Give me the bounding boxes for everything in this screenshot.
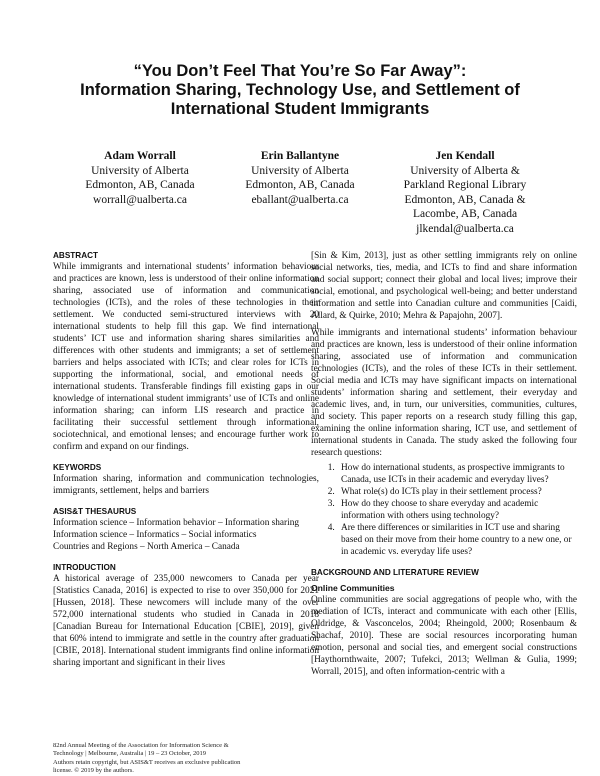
abstract-heading: ABSTRACT [53,251,99,260]
title-line-3: International Student Immigrants [170,100,430,118]
thesaurus-heading: ASIS&T THESAURUS [53,507,137,516]
keywords-text: Information sharing, information and communication technologies, immigrants, settlement, helps and barriers [53,474,319,496]
introduction-heading: INTRODUCTION [53,563,116,572]
author-affiliation: University of Alberta & [410,164,520,177]
research-questions-list [311,462,577,558]
author-name: Erin Ballantyne [260,150,340,162]
continued-paragraph: [Sin & Kim, 2013], just as other settling immigrants rely on online social networks, ties, media, and ICTs to find and share information and social support; connect their global and local lives; improve their social, emotional, and psychological well-being; and better understand information and settle into Canadian culture and communities [Caidi, Allard, & Quirke, 2010; Mehra & Papajohn, 2007]. [311,251,577,321]
conference-footer [53,742,293,775]
author-email: worrall@ualberta.ca [93,193,187,206]
author-affiliation-2: Parkland Regional Library [403,179,527,192]
title-line-2: Information Sharing, Technology Use, and Settlement of [80,81,520,99]
footer-line: license. © 2019 by the authors. [53,766,134,774]
footer-line: 82nd Annual Meeting of the Association for Information Science & [53,742,229,749]
left-column [53,250,319,669]
thesaurus-line: Information science – Informatics – Social informatics [53,530,257,540]
paper-title [40,62,560,119]
author-location-2: Lacombe, AB, Canada [412,208,518,221]
author-affiliation: University of Alberta [251,164,349,177]
background-heading: BACKGROUND AND LITERATURE REVIEW [311,568,479,577]
introduction-text: A historical average of 235,000 newcomers to Canada per year [Statistics Canada, 2016] is expected to rise to over 350,000 for 2021 [Hussen, 2018]. These newcomers will include many of the over 572,000 international students who studied in Canada in 2018 [Canadian Bureau for International Education [CBIE], 2019], given that 60% intend to immigrate and settle in the country after graduation [CBIE, 2018]. International student immigrants find online information sharing important and significant in their lives [53,574,319,668]
thesaurus-line: Countries and Regions – North America – Canada [53,542,240,552]
author-affiliation: University of Alberta [91,164,189,177]
author-location: Edmonton, AB, Canada [245,179,355,192]
abstract-text: While immigrants and international students’ information behaviour and practices are known, less is understood of their online information sharing, associated use of information and communication technologies (ICTs), and the roles of these technologies in their settlement. We conducted semi-structured interviews with 20 international students to help fill this gap. We find international students’ ICT use and information sharing shares similarities and differences with other students and immigrants; a set of settlement barriers and helps associated with ICTs; and clear roles for ICTs in supporting the informational, social, and emotional needs of international students. Transferable findings fill existing gaps in our knowledge of international student immigrants’ use of ICTs and online information sharing; can inform LIS research and practice in facilitating their successful settlement through informational, sociotechnical, and emotional lenses; and encourage further work to confirm and expand on our findings. [53,262,319,452]
author-block-2 [205,149,395,207]
research-paragraph: While immigrants and international students’ information behaviour and practices are known, less is understood of their online information sharing, associated use of information and communication technologies (ICTs), and the roles of these ICTs in their settlement. Social media and ICTs may have significant impacts on international students’ information sharing and settlement, their everyday and academic lives, and, in turn, our universities, communities, cultures, and society. This paper reports on a research study filling this gap, examining the online information sharing, ICT use, and settlement of international students in Canada. The study asked the following four research questions: [311,328,577,458]
author-name: Jen Kendall [435,150,495,162]
title-line-1: “You Don’t Feel That You’re So Far Away”: [133,62,467,80]
right-column [311,250,577,678]
author-email: eballant@ualberta.ca [251,193,349,206]
author-name: Adam Worrall [104,150,176,162]
author-email: jlkendal@ualberta.ca [416,222,514,235]
footer-line: Authors retain copyright, but ASIS&T receives an exclusive publication [53,758,241,766]
online-communities-text: Online communities are social aggregations of people who, with the mediation of ICTs, interact and communicate with each other [Ellis, Oldridge, & Vasconcelos, 2004; Rheingold, 2000; Rosenbaum & Shachaf, 2010]. These are social resources incorporating human emotion, personal and social ties, and emergent social constructions [Haythornthwaite, 2007; Tufekci, 2013; Wellman & Gulia, 1999; Worrall, 2015], and often information-centric with a [311,595,577,677]
research-question: 2. What role(s) do ICTs play in their settlement process? [337,486,577,498]
author-location: Edmonton, AB, Canada & [404,193,526,206]
thesaurus-line: Information science – Information behavior – Information sharing [53,518,300,528]
footer-line: Technology | Melbourne, Australia | 19 – 23 October, 2019 [53,750,206,758]
research-question: 1. How do international students, as prospective immigrants to Canada, use ICTs in their academic and everyday lives? [337,462,577,486]
online-communities-heading: Online Communities [311,583,395,593]
research-question: 4. Are there differences or similarities in ICT use and sharing based on their move from their home country to a new one, or in academic vs. everyday life uses? [337,522,577,558]
research-question: 3. How do they choose to share everyday and academic information with others using technology? [337,498,577,522]
author-block-3 [370,149,560,237]
keywords-heading: KEYWORDS [53,463,102,472]
author-location: Edmonton, AB, Canada [85,179,195,192]
